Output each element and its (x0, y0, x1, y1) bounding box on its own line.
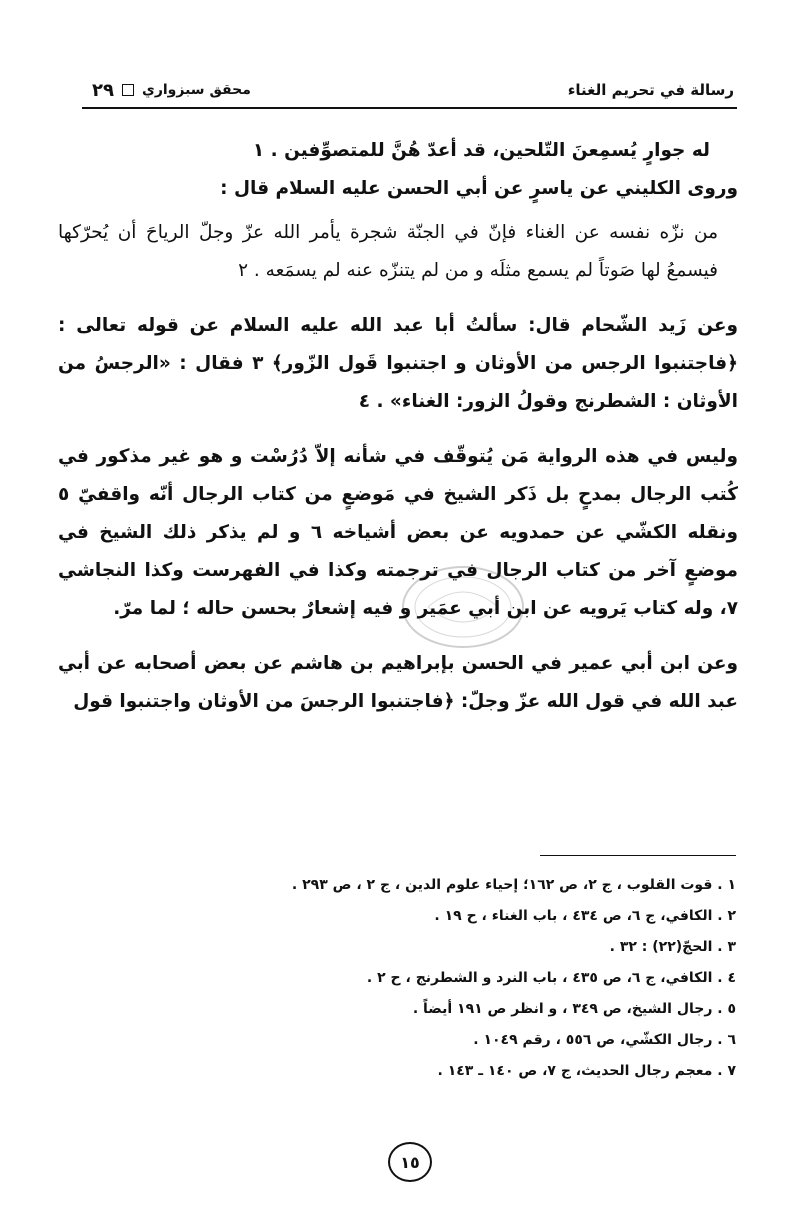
footnote: ٦ . رجال الكشّي، ص ٥٥٦ ، رقم ١٠٤٩ . (473, 1032, 736, 1048)
paragraph-verse: له جوارٍ يُسمِعنَ التّلحين، قد أعدّ هُنَّ للمتصوِّفين . ١ (252, 140, 710, 161)
header-rule (82, 107, 737, 109)
header-page-number: ٢٩ (92, 79, 114, 101)
page-number-badge (388, 1142, 432, 1182)
footnote: ١ . قوت القلوب ، ج ٢، ص ١٦٢؛ إحياء علوم الدين ، ج ٢ ، ص ٢٩٣ . (291, 877, 736, 893)
main-text (58, 132, 738, 721)
header-title: رسالة في تحريم الغناء (567, 81, 734, 99)
paragraph-narration: وروى الكليني عن ياسرٍ عن أبي الحسن عليه السلام قال : (220, 178, 738, 199)
header-author: محقق سبزواري (141, 82, 251, 98)
footnote: ٧ . معجم رجال الحديث، ج ٧، ص ١٤٠ ـ ١٤٣ . (437, 1063, 736, 1079)
footnote: ٥ . رجال الشيخ، ص ٣٤٩ ، و انظر ص ١٩١ أيضاً . (412, 1001, 736, 1017)
header-square-icon (122, 84, 134, 96)
paragraph-rijal-discussion: وليس في هذه الرواية مَن يُتوقّف في شأنه إلاّ دُرُسْت و هو غير مذكور في كُتب الرجال بمدحٍ بل ذَكر الشيخ في مَوضعٍ من كتاب الرجال أنّه واقفيّ ٥ ونقله الكشّي عن حمدويه عن بعض أشياخه ٦ و لم يذكر ذلك الشيخ في موضعٍ آخر من كتاب الرجال في ترجمته وكذا في الفهرست وكذا النجاشي ٧، وله كتاب يَرويه عن ابن أبي عمَير و فيه إشعارٌ بحسن حاله ؛ لما مرّ. (58, 446, 738, 619)
footnotes (200, 870, 736, 1087)
header-author-page (92, 80, 251, 101)
running-header (92, 78, 734, 102)
footnote: ٣ . الحجّ(٢٢) : ٣٢ . (609, 939, 736, 955)
paragraph-zayd: وعن زَيد الشّحام قال: سألتُ أبا عبد الله عليه السلام عن قوله تعالى : ﴿فاجتنبوا الرجس من الأوثان و اجتنبوا قَول الزّور﴾ ٣ فقال : «الرجسُ من الأوثان : الشطرنج وقولُ الزور: الغناء» . ٤ (58, 315, 738, 412)
paragraph-hadith-quote: من نزّه نفسه عن الغناء فإنّ في الجنّة شجرة يأمر الله عزّ وجلّ الرياحَ أن يُحرّكها فيسمعُ لها صَوتاً لم يسمع مثلَه و من لم يتنزّه عنه لم يسمَعه . ٢ (58, 222, 718, 281)
footnote-rule (540, 855, 736, 856)
footnote: ٢ . الكافي، ج ٦، ص ٤٣٤ ، باب الغناء ، ح ١٩ . (434, 908, 736, 924)
page-number: ١٥ (400, 1152, 420, 1172)
footnote: ٤ . الكافي، ج ٦، ص ٤٣٥ ، باب النرد و الشطرنج ، ح ٢ . (366, 970, 736, 986)
paragraph-ibn-abi-umayr: وعن ابن أبي عمير في الحسن بإبراهيم بن هاشم عن بعض أصحابه عن أبي عبد الله في قول الله عزّ وجلّ: ﴿فاجتنبوا الرجسَ من الأوثان واجتنبوا قول (58, 653, 738, 712)
